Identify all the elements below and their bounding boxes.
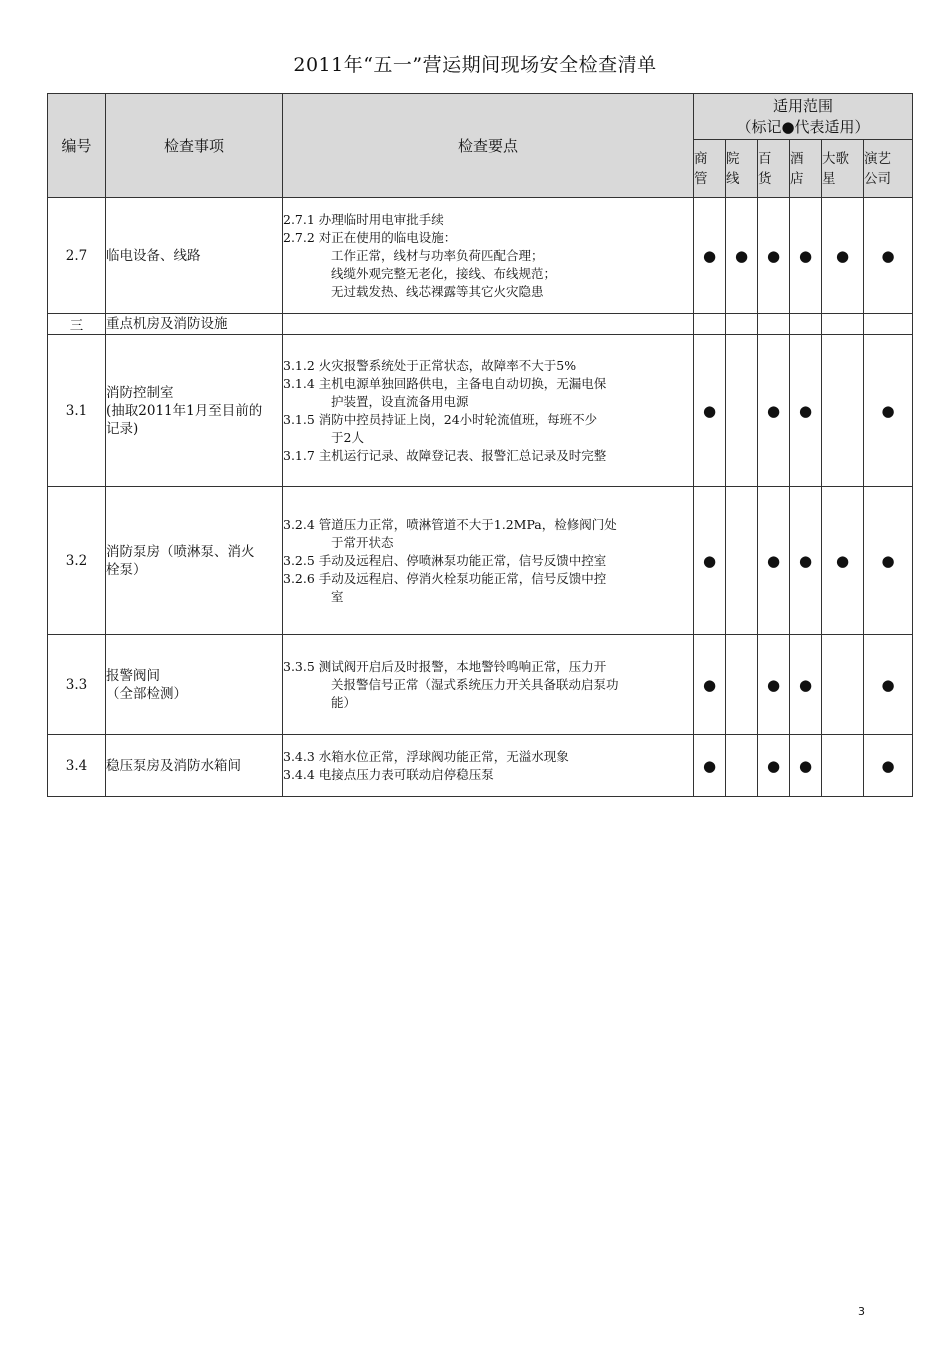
mark-cell: ● [790,735,822,797]
mark-cell: ● [694,487,726,635]
row-points: 3.2.4 管道压力正常，喷淋管道不大于1.2MPa，检修阀门处 于常开状态 3.2.5 手动及远程启、停喷淋泵功能正常，信号反馈中控室 3.2.6 手动及远程启、停消火栓泵功能正常，信号反馈中控 室 [283,487,694,635]
mark-cell: ● [822,487,864,635]
header-item: 检查事项 [106,94,283,198]
row-no: 3.4 [48,735,106,797]
mark-cell: ● [694,335,726,487]
header-range-line1: 适用范围 [773,96,834,115]
row-no: 3.1 [48,335,106,487]
row-item: 消防控制室 (抽取2011年1月至目前的 记录) [106,335,283,487]
row-no: 3.2 [48,487,106,635]
mark-cell: ● [758,198,790,314]
mark-cell: ● [864,735,913,797]
header-category-5: 大歌 星 [822,140,864,198]
mark-cell [822,735,864,797]
mark-cell: ● [790,635,822,735]
header-category-6: 演艺 公司 [864,140,913,198]
row-no: 2.7 [48,198,106,314]
mark-cell [726,335,758,487]
mark-cell: ● [790,198,822,314]
header-range-line2: （标记●代表适用） [736,117,870,136]
header-category-1: 商 管 [694,140,726,198]
mark-cell [726,735,758,797]
mark-cell: ● [758,487,790,635]
table-row [48,635,913,735]
header-category-3: 百 货 [758,140,790,198]
row-item: 稳压泵房及消防水箱间 [106,735,283,797]
header-no: 编号 [48,94,106,198]
mark-cell: ● [790,487,822,635]
mark-cell: ● [694,735,726,797]
section-no: 三 [48,314,106,335]
mark-cell [726,635,758,735]
mark-cell: ● [864,635,913,735]
header-points: 检查要点 [283,94,694,198]
mark-cell: ● [790,335,822,487]
header-category-2: 院 线 [726,140,758,198]
row-no: 3.3 [48,635,106,735]
mark-cell: ● [822,198,864,314]
page-title: 2011年“五一”营运期间现场安全检查清单 [293,54,657,76]
table-row [48,198,913,314]
mark-cell: ● [864,335,913,487]
inspection-table [47,93,913,797]
header-category-4: 酒 店 [790,140,822,198]
row-points: 3.3.5 测试阀开启后及时报警，本地警铃鸣响正常，压力开 关报警信号正常（湿式系统压力开关具备联动启泵功 能） [283,635,694,735]
row-points: 2.7.1 办理临时用电审批手续 2.7.2 对正在使用的临电设施： 工作正常，线材与功率负荷匹配合理； 线缆外观完整无老化，接线、布线规范； 无过载发热、线芯裸露等其它火灾隐患 [283,198,694,314]
row-item: 报警阀间 （全部检测） [106,635,283,735]
table-row [48,335,913,487]
section-title: 重点机房及消防设施 [106,314,283,335]
section-row [48,314,913,335]
mark-cell: ● [864,198,913,314]
row-points: 3.1.2 火灾报警系统处于正常状态，故障率不大于5% 3.1.4 主机电源单独回路供电，主备电自动切换，无漏电保 护装置，设直流备用电源 3.1.5 消防中控员持证上岗，24小时轮流值班，每班不少 于2人 3.1.7 主机运行记录、故障登记表、报警汇总记录及时完整 [283,335,694,487]
table-row [48,487,913,635]
mark-cell: ● [758,735,790,797]
header-range [694,94,913,140]
mark-cell: ● [694,635,726,735]
mark-cell: ● [694,198,726,314]
table-row [48,735,913,797]
mark-cell [726,487,758,635]
mark-cell [822,635,864,735]
mark-cell: ● [864,487,913,635]
mark-cell: ● [758,635,790,735]
row-item: 消防泵房（喷淋泵、消火 栓泵） [106,487,283,635]
page-number: 3 [858,1305,865,1318]
row-points: 3.4.3 水箱水位正常，浮球阀功能正常，无溢水现象 3.4.4 电接点压力表可联动启停稳压泵 [283,735,694,797]
row-item: 临电设备、线路 [106,198,283,314]
mark-cell [822,335,864,487]
mark-cell: ● [726,198,758,314]
mark-cell: ● [758,335,790,487]
